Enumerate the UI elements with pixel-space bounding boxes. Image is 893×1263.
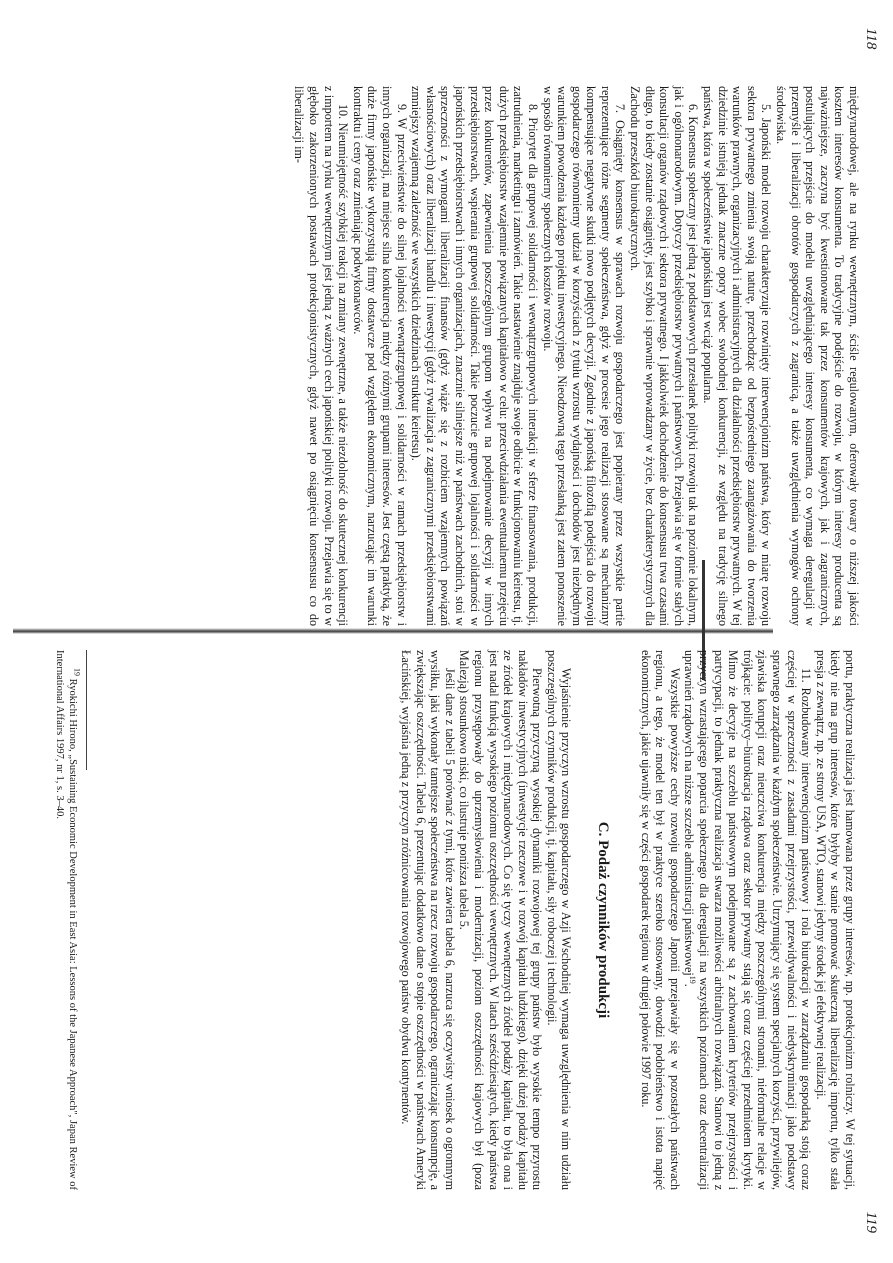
section-heading: C. Podaż czynników produkcji: [595, 821, 612, 1019]
paragraph: 6. Konsensus społeczny jest jedną z podstawowych przesłanek polityki rozwoju tak na poziomie lokalnym, jak i ogólnonarodowym. Dotyczy przedsiębiorstw prywatnych i państwowych. Przejawia się w formie stałych konsultacji organów rządowych i sektora prywatnego. I jakkolwiek dochodzenie do konsensusu trwa czasami długo, to kiedy zostanie osiągnięty, jest szybko i sprawnie wprowadzany w życie, bez charakterystycznych dla Zachodu przeszkód biurokratycznych.: [628, 86, 701, 626]
paragraph-text: 11. Rozbudowany interwencjonizm państwowy i rola biurokracji w zarządzaniu gospodarką stoją coraz częściej w sprzeczności z zasadami przejrzystości, przewidywalności i niedyskryminacji jako podstawy sprawnego zarządzania w każdym społeczeństwie. Utrzymujący się system specjalnych korzyści, przywilejów, zjawiska korupcji oraz nieuczciwa konkurencja między poszczególnymi stronami, nieformalne relacje w trójkącie: politycy–biurokracja rządowa oraz sektor prywatny stają się coraz częściej przedmiotem krytyki. Mimo że decyzje na szczeblu państwowym podejmowane są z zachowaniem kryteriów przejrzystości i partycypacji, to jednak praktyczna realizacja stwarza możliwości arbitralnych rozwiązań. Stanowi to jedną z przyczyn wzrastającego poparcia społecznego dla deregulacji na wszystkich poziomach oraz decentralizacji uprawnień rządowych na niższe szczeble administracji państwowej: [682, 650, 814, 1190]
paragraph: 8. Priorytet dla grupowej solidarności i wewnątrzgrupowych interakcji w sferze finansowania, produkcji, zatrudnienia, marketingu i zamówień. Takie nastawienie znajduje swoje odbicie w funkcjonowaniu keiretsu, tj. dużych przedsiębiorstw wzajemnie powiązanych kapitałowo w celu: przeciwdziałania ewentualnemu przejęciu przez konkurentów, zapewnienia poszczególnym grupom wpływu na podejmowanie decyzji w innych przedsiębiorstwach, wspierania grupowej solidarności. Takie poczucie grupowej lojalności i solidarności w japońskich przedsiębiorstwach i innych organizacjach, znacznie silniejsze niż w państwach zachodnich, stoi w sprzeczności z wymogami liberalizacji finansów (gdyż wiąże się z rozbiciem wzajemnych powiązań własnościowych) oraz liberalizacji handlu i inwestycji (gdyż rywalizacja z zagranicznymi przedsiębiorstwami zmniejszy wzajemną zależność we wszystkich dziedzinach struktur keiretsu).: [409, 86, 540, 626]
paragraph: Pierwotną przyczyną wysokiej dynamiki rozwojowej tej grupy państw było wysokie tempo przyrostu nakładów inwestycyjnych (inwestycje rzeczowe i w rozwój kapitału ludzkiego), dzięki dużej podaży kapitału ze źródeł krajowych i międzynarodowych. Co się tyczy wewnętrznych źródeł podaży kapitału, to była ona i jest nadal funkcją wysokiego poziomu oszczędności wewnętrznych. W latach sześćdziesiątych, kiedy państwa regionu przystępowały do uprzemysłowienia i modernizacji, poziom oszczędności krajowych był (poza Malezją) stosunkowo niski, co ilustruje poniższa tabela 5.: [457, 650, 545, 1190]
paragraph: 7. Osiągnięty konsensus w sprawach rozwoju gospodarczego jest popierany przez wszystkie partie reprezentujące różne segmenty społeczeństwa, gdyż w procesie jego realizacji stosowane są mechanizmy kompensujące negatywne skutki nowo podjętych decyzji. Zgodnie z japońską filozofią podejścia do rozwoju gospodarczego równomierny udział w korzyściach z tytułu wzrostu wydajności i dochodów jest niezbędnym warunkiem powodzenia każdego projektu inwestycyjnego. Nieodzowną tego przesłanką jest zatem ponoszenie w sposób równomierny społecznych kosztów rozwoju.: [540, 86, 628, 626]
left-page-body: [292, 86, 861, 626]
paragraph: 11. Rozbudowany interwencjonizm państwowy i rola biurokracji w zarządzaniu gospodarką stoją coraz częściej w sprzeczności z zasadami przejrzystości, przewidywalności i niedyskryminacji jako podstawy sprawnego zarządzania w każdym społeczeństwie. Utrzymujący się system specjalnych korzyści, przywilejów, zjawiska korupcji oraz nieuczciwa konkurencja między poszczególnymi stronami, nieformalne relacje w trójkącie: politycy–biurokracja rządowa oraz sektor prywatny stają się coraz częściej przedmiotem krytyki. Mimo że decyzje na szczeblu państwowym podejmowane są z zachowaniem kryteriów przejrzystości i partycypacji, to jednak praktyczna realizacja stwarza możliwości arbitralnych rozwiązań. Stanowi to jedną z przyczyn wzrastającego poparcia społecznego dla deregulacji na wszystkich poziomach oraz decentralizacji uprawnień rządowych na niższe szczeble administracji państwowej$^{19}$.: [682, 650, 814, 1190]
page-number-right: 119: [863, 1211, 879, 1233]
paragraph: portu, praktyczna realizacja jest hamowana przez grupy interesów, np. protekcjonizm rolniczy. W tej sytuacji, kiedy nie ma grup interesów, które byłyby w stanie promować skuteczną liberalizację importu, tylko stała presja z zewnątrz, np. ze strony USA, WTO, stanowi jedyny środek jej efektywnej realizacji.: [813, 650, 857, 1190]
footnote-divider: [86, 650, 87, 770]
right-page: [0, 632, 893, 1263]
paragraph: Wyjaśnienie przyczyn wzrostu gospodarczego w Azji Wschodniej wymaga uwzględnienia w nim udziału poszczególnych czynników produkcji, tj. kapitału, siły roboczej i technologii.: [544, 650, 574, 1190]
paragraph: Wszystkie powyższe cechy rozwoju gospodarczego Japonii przejawiały się w pozostałych państwach regionu, a tego, że model ten był w praktyce szeroko stosowany, dowodzi podobieństwo i istota napięć ekonomicznych, jakie ujawniły się w części gospodarek regionu w drugiej połowie 1997 roku.: [638, 650, 682, 1190]
paragraph: 5. Japoński model rozwoju charakteryzuje rozwinięty interwencjonizm państwa, który w miarę rozwoju sektora prywatnego zmienia swoją naturę, przechodząc od bezpośredniego zaangażowania do tworzenia warunków prawnych, organizacyjnych i administracyjnych dla działalności przedsiębiorstw prywatnych. W tej dziedzinie istnieją jednak znaczne opory wobec swobodnej konkurencji, ze względu na tradycję silnego państwa, która w społeczeństwie japońskim jest wciąż popularna.: [701, 86, 774, 626]
paragraph: 9. W przeciwieństwie do silnej lojalności wewnątrzgrupowej i solidarności w ramach przedsiębiorstw i innych organizacji, ma miejsce silna konkurencja między różnymi grupami interesów. Jest częstą praktyką, że duże firmy japońskie wykorzystują firmy dostawcze pod względem ekonomicznym, narzucając im warunki kontraktu i ceny oraz zmieniając podwykonawców.: [350, 86, 409, 626]
paragraph: 10. Nieumiejętność szybkiej reakcji na zmiany zewnętrzne, a także niezdolność do skutecznej konkurencji z importem na rynku wewnętrznym jest jedną z ważnych cech japońskiej polityki rozwoju. Przejawia się to w głęboko zakorzenionych postawach protekcjonistycznych, gdyż nawet po osiągnięciu konsensusu co do liberalizacji im-: [292, 86, 351, 626]
footnote-text: Ryokichi Hirono, „Sustaining Economic Development in East Asia: Lessons of the Japanese Approach", Japan Review of International Affairs 1997, nr 1, s. 3–40.: [54, 650, 78, 1191]
right-page-body: [398, 650, 857, 1190]
footnote: [53, 650, 82, 1191]
page-number-left: 118: [863, 28, 879, 50]
footnote-number: 19: [72, 668, 82, 676]
paragraph: międzynarodowej, ale na rynku wewnętrznym, ściśle regulowanym, oferowały towary o niższej jakości kosztem interesów konsumenta. To tradycyjne podejście do rozwoju, w którym interesy producenta są najważniejsze, zaczyna być kwestionowane tak przez konsumentów krajowych, jak i zagranicznych, postulujących przejście do modelu uwzględniającego interesy konsumenta, co wymaga deregulacji w przemyśle i liberalizacji obrotów gospodarczych z zagranicą, a także uwzględnienia wymogów ochrony środowiska.: [774, 86, 861, 626]
footnote-reference: 19: [688, 975, 698, 984]
paragraph: Jeśli dane z tabeli 5 porównać z tymi, które zawiera tabela 6, narzuca się oczywisty wniosek o ogromnym wysiłku, jaki wykonały tamtejsze społeczeństwa na rzecz rozwoju gospodarczego, ograniczając konsumpcję, a zwiększając oszczędności. Tabela 6, prezentując dodatkowo dane o stopie oszczędności w państwach Ameryki Łacińskiej, wyjaśnia jedną z przyczyn zróżnicowania rozwojowego państw obydwu kontynentów.: [398, 650, 457, 1190]
